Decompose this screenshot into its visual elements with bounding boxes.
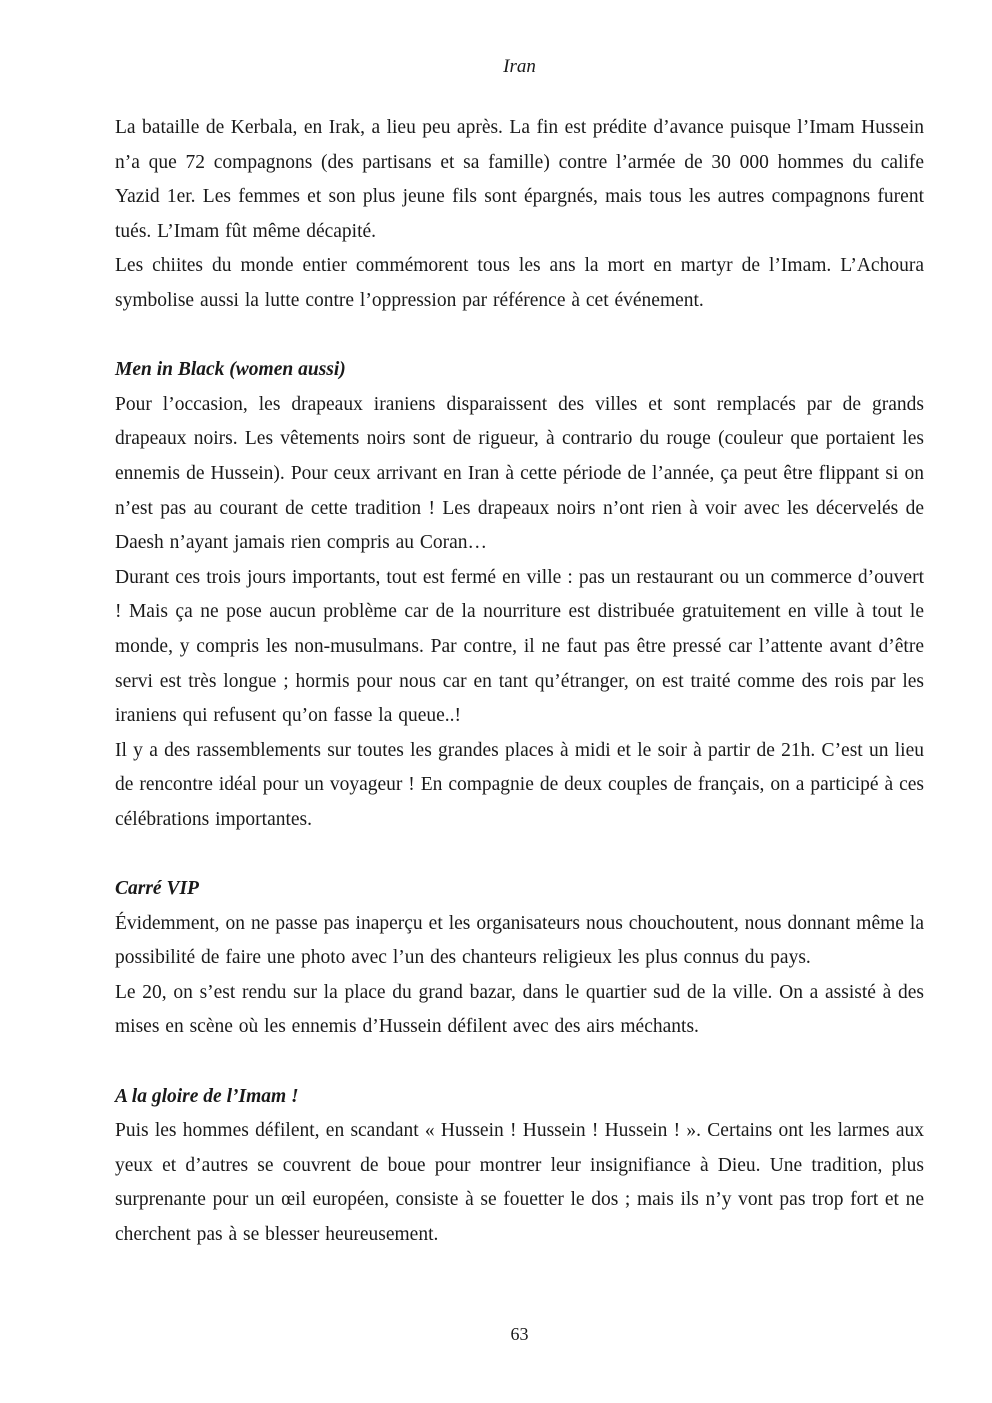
paragraph: Pour l’occasion, les drapeaux iraniens disparaissent des villes et sont remplacés par de grands drapeaux noirs. Les vêtements noirs sont de rigueur, à contrario du rouge (couleur que portaient les ennemis de Hussein). Pour ceux arrivant en Iran à cette période de l’année, ça peut être flippant si on n’est pas au courant de cette tradition ! Les drapeaux noirs n’ont rien à voir avec les décervelés de Daesh n’ayant jamais rien compris au Coran… (115, 393, 924, 554)
paragraph: La bataille de Kerbala, en Irak, a lieu peu après. La fin est prédite d’avance puisque l’Imam Hussein n’a que 72 compagnons (des partisans et sa famille) contre l’armée de 30 000 hommes du calife Yazid 1er. Les femmes et son plus jeune fils sont épargnés, mais tous les autres compagnons furent tués. L’Imam fût même décapité. (115, 117, 924, 242)
paragraph: Évidemment, on ne passe pas inaperçu et les organisateurs nous chouchoutent, nous donnant même la possibilité de faire une photo avec l’un des chanteurs religieux les plus connus du pays. (115, 912, 924, 969)
paragraph: Durant ces trois jours importants, tout est fermé en ville : pas un restaurant ou un commerce d’ouvert ! Mais ça ne pose aucun problème car de la nourriture est distribuée gratuitement en ville à tout le monde, y compris les non-musulmans. Par contre, il ne faut pas être pressé car l’attente avant d’être servi est très longue ; hormis pour nous car en tant qu’étranger, on est traité comme des rois par les iraniens qui refusent qu’on fasse la queue..! (115, 566, 924, 727)
page-number: 63 (510, 1324, 529, 1344)
paragraph: Les chiites du monde entier commémorent tous les ans la mort en martyr de l’Imam. L’Achoura symbolise aussi la lutte contre l’oppression par référence à cet événement. (115, 255, 924, 311)
section-heading: A la gloire de l’Imam ! (115, 1085, 299, 1107)
section-heading: Men in Black (women aussi) (115, 359, 346, 381)
paragraph: Il y a des rassemblements sur toutes les grandes places à midi et le soir à partir de 21h. C’est un lieu de rencontre idéal pour un voyageur ! En compagnie de deux couples de français, on a participé à ces célébrations importantes. (115, 739, 924, 830)
paragraph: Puis les hommes défilent, en scandant « Hussein ! Hussein ! Hussein ! ». Certains ont les larmes aux yeux et d’autres se couvrent de boue pour montrer leur insignifiance à Dieu. Une tradition, plus surprenante pour un œil européen, consiste à se fouetter le dos ; mais ils n’y vont pas trop fort et ne cherchent pas à se blesser heureusement. (115, 1120, 924, 1245)
section-heading: Carré VIP (115, 878, 199, 900)
running-header: Iran (503, 56, 536, 77)
paragraph: Le 20, on s’est rendu sur la place du grand bazar, dans le quartier sud de la ville. On a assisté à des mises en scène où les ennemis d’Hussein défilent avec des airs méchants. (115, 981, 924, 1038)
